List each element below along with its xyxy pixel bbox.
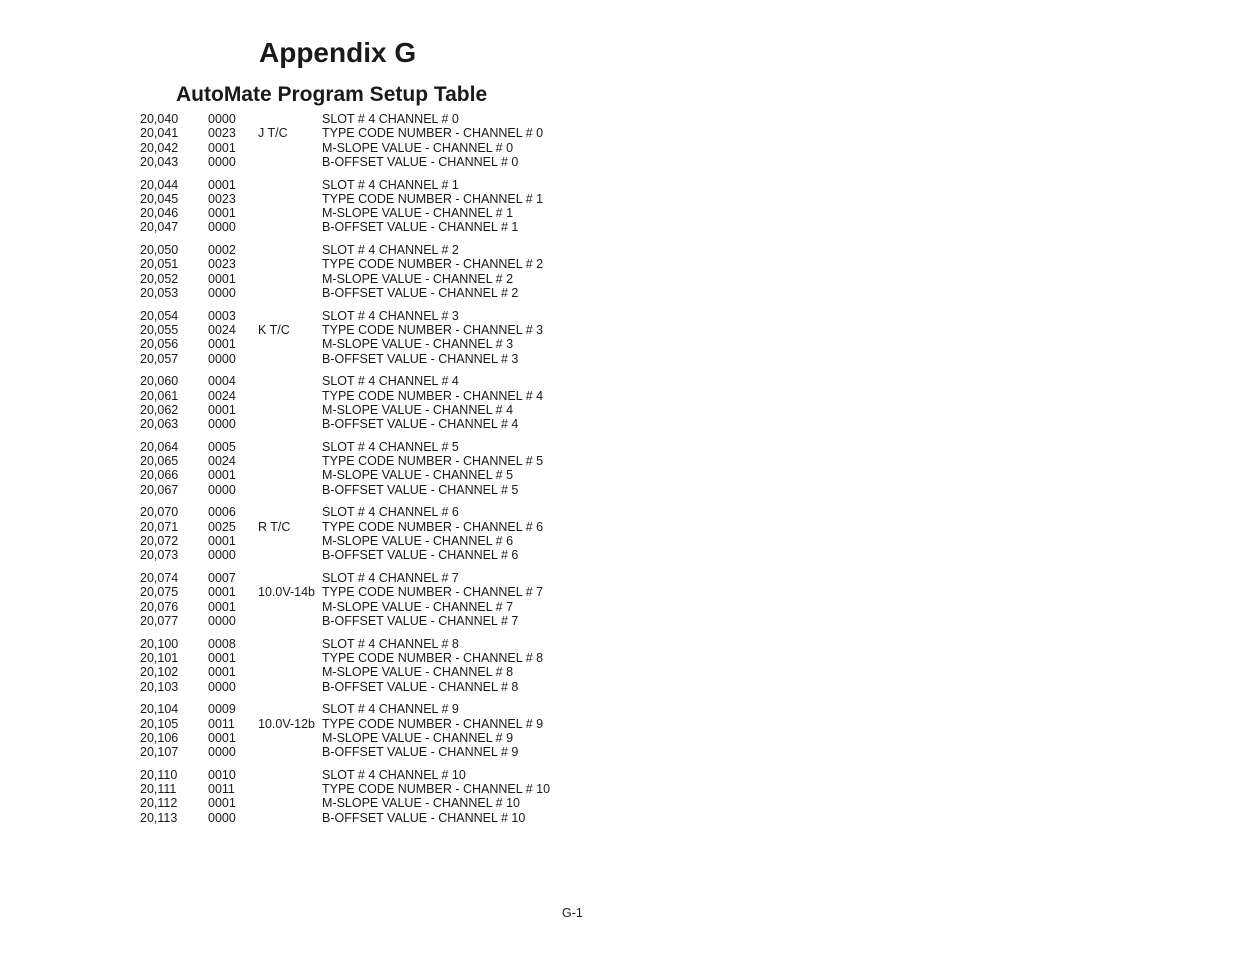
sensor-type: 10.0V-14b [258,585,315,600]
register-value: 0000 [208,745,236,760]
sensor-type [258,483,322,497]
sensor-type [258,389,322,403]
sensor-type [258,614,322,628]
sensor-type [258,731,322,745]
register-address: 20,110 [140,767,178,782]
sensor-type [258,745,322,759]
register-address: 20,046 [140,206,179,221]
channel-group [140,571,600,628]
sensor-type [258,505,322,519]
register-address: 20,076 [140,599,179,614]
table-row [140,483,600,497]
table-row [140,548,600,562]
register-description: B-OFFSET VALUE - CHANNEL # 0 [322,154,519,169]
register-value: 0001 [208,206,236,221]
register-address: 20,071 [140,519,179,534]
register-value: 0001 [208,140,236,155]
sensor-type: J T/C [258,126,288,141]
register-address: 20,054 [140,308,179,323]
register-description: TYPE CODE NUMBER - CHANNEL # 7 [322,585,544,600]
table-row [140,680,600,694]
table-row [140,731,600,745]
page-title: Appendix G [259,37,417,68]
channel-group [140,374,600,431]
sensor-type [258,651,322,665]
register-address: 20,104 [140,702,179,717]
channel-group [140,768,600,825]
register-value: 0001 [208,650,236,665]
register-description: B-OFFSET VALUE - CHANNEL # 5 [322,482,519,497]
table-row [140,192,600,206]
sensor-type [258,782,322,796]
sensor-type [258,220,322,234]
register-description: M-SLOPE VALUE - CHANNEL # 0 [322,140,514,155]
register-value: 0000 [208,417,236,432]
register-value: 0001 [208,177,236,192]
register-value: 0001 [208,534,236,549]
register-description: TYPE CODE NUMBER - CHANNEL # 4 [322,388,544,403]
register-address: 20,072 [140,534,179,549]
table-row [140,403,600,417]
register-address: 20,042 [140,140,179,155]
register-address: 20,112 [140,796,178,811]
register-description: B-OFFSET VALUE - CHANNEL # 2 [322,286,519,301]
register-description: M-SLOPE VALUE - CHANNEL # 9 [322,730,514,745]
register-description: SLOT # 4 CHANNEL # 6 [322,505,459,520]
register-address: 20,055 [140,323,179,338]
sensor-type [258,403,322,417]
table-row [140,417,600,431]
table-row [140,309,600,323]
register-description: TYPE CODE NUMBER - CHANNEL # 1 [322,191,544,206]
register-address: 20,040 [140,112,179,126]
sensor-type [258,272,322,286]
register-value: 0000 [208,220,236,235]
sensor-type [258,768,322,782]
table-row [140,374,600,388]
sensor-type: 10.0V-12b [258,716,315,731]
register-description: SLOT # 4 CHANNEL # 9 [322,702,459,717]
channel-group [140,178,600,235]
register-value: 0001 [208,796,236,811]
register-description: SLOT # 4 CHANNEL # 0 [322,112,459,126]
table-row [140,126,600,140]
register-address: 20,065 [140,454,179,469]
register-value: 0000 [208,154,236,169]
register-value: 0005 [208,439,236,454]
register-description: B-OFFSET VALUE - CHANNEL # 7 [322,613,519,628]
register-value: 0000 [208,286,236,301]
register-address: 20,106 [140,730,179,745]
register-address: 20,077 [140,613,179,628]
setup-table [140,112,600,833]
sensor-type [258,548,322,562]
sensor-type [258,206,322,220]
channel-group [140,309,600,366]
register-value: 0023 [208,191,236,206]
register-address: 20,041 [140,126,179,141]
register-description: SLOT # 4 CHANNEL # 5 [322,439,459,454]
register-value: 0000 [208,613,236,628]
table-row [140,768,600,782]
sensor-type [258,141,322,155]
register-address: 20,101 [140,650,179,665]
channel-group [140,440,600,497]
channel-group [140,112,600,169]
table-row [140,637,600,651]
table-row [140,389,600,403]
table-row [140,220,600,234]
register-value: 0010 [208,767,236,782]
table-row [140,468,600,482]
table-row [140,337,600,351]
table-row [140,571,600,585]
register-address: 20,067 [140,482,179,497]
register-value: 0007 [208,571,236,586]
sensor-type [258,600,322,614]
register-value: 0001 [208,599,236,614]
register-value: 0001 [208,585,236,600]
table-row [140,505,600,519]
table-row [140,155,600,169]
table-row [140,440,600,454]
table-row [140,286,600,300]
table-row [140,614,600,628]
register-address: 20,051 [140,257,179,272]
register-value: 0001 [208,730,236,745]
table-row [140,112,600,126]
sensor-type [258,440,322,454]
register-value: 0025 [208,519,236,534]
register-address: 20,060 [140,374,179,389]
register-address: 20,074 [140,571,179,586]
sensor-type [258,192,322,206]
register-description: B-OFFSET VALUE - CHANNEL # 8 [322,679,519,694]
channel-group [140,637,600,694]
table-row [140,352,600,366]
register-value: 0024 [208,454,236,469]
register-description: M-SLOPE VALUE - CHANNEL # 7 [322,599,514,614]
register-address: 20,102 [140,665,179,680]
register-description: TYPE CODE NUMBER - CHANNEL # 6 [322,519,544,534]
register-value: 0023 [208,257,236,272]
register-address: 20,052 [140,271,179,286]
register-value: 0004 [208,374,236,389]
table-row [140,272,600,286]
register-description: SLOT # 4 CHANNEL # 1 [322,177,459,192]
register-address: 20,045 [140,191,179,206]
sensor-type [258,702,322,716]
register-value: 0002 [208,243,236,258]
register-address: 20,066 [140,468,179,483]
sensor-type [258,811,322,825]
register-value: 0001 [208,665,236,680]
table-row [140,323,600,337]
register-value: 0001 [208,337,236,352]
channel-group [140,505,600,562]
register-description: M-SLOPE VALUE - CHANNEL # 3 [322,337,514,352]
section-subtitle: AutoMate Program Setup Table [176,83,488,106]
register-description: TYPE CODE NUMBER - CHANNEL # 3 [322,323,544,338]
register-address: 20,113 [140,810,178,825]
table-row [140,520,600,534]
sensor-type [258,665,322,679]
table-row [140,600,600,614]
register-value: 0000 [208,351,236,366]
sensor-type [258,309,322,323]
register-value: 0001 [208,468,236,483]
register-address: 20,111 [140,782,177,797]
table-row [140,257,600,271]
sensor-type [258,796,322,810]
register-address: 20,043 [140,154,179,169]
register-value: 0000 [208,548,236,563]
sensor-type [258,352,322,366]
register-address: 20,053 [140,286,179,301]
sensor-type [258,417,322,431]
table-row [140,454,600,468]
table-row [140,141,600,155]
register-description: M-SLOPE VALUE - CHANNEL # 10 [322,796,520,811]
register-description: TYPE CODE NUMBER - CHANNEL # 5 [322,454,544,469]
sensor-type: R T/C [258,519,291,534]
register-address: 20,057 [140,351,179,366]
register-address: 20,062 [140,402,179,417]
table-row [140,745,600,759]
register-value: 0008 [208,636,236,651]
register-description: SLOT # 4 CHANNEL # 2 [322,243,459,258]
register-address: 20,056 [140,337,179,352]
register-description: TYPE CODE NUMBER - CHANNEL # 8 [322,650,544,665]
register-address: 20,100 [140,636,179,651]
sensor-type [258,534,322,548]
register-description: SLOT # 4 CHANNEL # 7 [322,571,459,586]
register-value: 0003 [208,308,236,323]
register-value: 0011 [208,782,235,797]
register-address: 20,103 [140,679,179,694]
register-value: 0024 [208,323,236,338]
table-row [140,206,600,220]
sensor-type [258,337,322,351]
table-row [140,585,600,599]
register-description: M-SLOPE VALUE - CHANNEL # 8 [322,665,514,680]
sensor-type [258,178,322,192]
sensor-type [258,155,322,169]
table-row [140,243,600,257]
register-description: M-SLOPE VALUE - CHANNEL # 5 [322,468,514,483]
register-value: 0011 [208,716,235,731]
table-row [140,178,600,192]
register-address: 20,105 [140,716,179,731]
register-description: SLOT # 4 CHANNEL # 8 [322,636,459,651]
register-address: 20,075 [140,585,179,600]
register-description: B-OFFSET VALUE - CHANNEL # 4 [322,417,519,432]
register-value: 0001 [208,271,236,286]
register-address: 20,063 [140,417,179,432]
register-description: SLOT # 4 CHANNEL # 10 [322,767,466,782]
sensor-type [258,112,322,126]
register-description: M-SLOPE VALUE - CHANNEL # 2 [322,271,514,286]
register-address: 20,070 [140,505,179,520]
register-description: B-OFFSET VALUE - CHANNEL # 10 [322,810,526,825]
sensor-type [258,286,322,300]
register-value: 0023 [208,126,236,141]
register-description: M-SLOPE VALUE - CHANNEL # 6 [322,534,514,549]
table-row [140,811,600,825]
channel-group [140,702,600,759]
register-address: 20,061 [140,388,179,403]
sensor-type [258,571,322,585]
channel-group [140,243,600,300]
register-description: TYPE CODE NUMBER - CHANNEL # 10 [322,782,551,797]
table-row [140,702,600,716]
sensor-type [258,454,322,468]
register-description: SLOT # 4 CHANNEL # 3 [322,308,459,323]
register-description: SLOT # 4 CHANNEL # 4 [322,374,459,389]
register-value: 0000 [208,482,236,497]
sensor-type [258,257,322,271]
register-description: B-OFFSET VALUE - CHANNEL # 1 [322,220,519,235]
register-address: 20,050 [140,243,179,258]
register-address: 20,064 [140,439,179,454]
register-description: B-OFFSET VALUE - CHANNEL # 3 [322,351,519,366]
table-row [140,717,600,731]
register-address: 20,047 [140,220,179,235]
register-description: TYPE CODE NUMBER - CHANNEL # 2 [322,257,544,272]
register-address: 20,073 [140,548,179,563]
register-value: 0000 [208,679,236,694]
register-description: TYPE CODE NUMBER - CHANNEL # 9 [322,716,544,731]
table-row [140,534,600,548]
table-row [140,651,600,665]
register-description: M-SLOPE VALUE - CHANNEL # 4 [322,402,514,417]
sensor-type [258,468,322,482]
register-description: M-SLOPE VALUE - CHANNEL # 1 [322,206,514,221]
register-address: 20,044 [140,177,179,192]
register-value: 0006 [208,505,236,520]
table-row [140,782,600,796]
sensor-type [258,374,322,388]
sensor-type [258,637,322,651]
register-description: TYPE CODE NUMBER - CHANNEL # 0 [322,126,544,141]
register-value: 0000 [208,112,236,126]
register-value: 0009 [208,702,236,717]
register-description: B-OFFSET VALUE - CHANNEL # 6 [322,548,519,563]
sensor-type: K T/C [258,323,290,338]
register-description: B-OFFSET VALUE - CHANNEL # 9 [322,745,519,760]
register-value: 0001 [208,402,236,417]
page-number: G-1 [562,906,583,920]
register-value: 0000 [208,810,236,825]
table-row [140,665,600,679]
sensor-type [258,243,322,257]
register-value: 0024 [208,388,236,403]
register-address: 20,107 [140,745,179,760]
sensor-type [258,680,322,694]
table-row [140,796,600,810]
